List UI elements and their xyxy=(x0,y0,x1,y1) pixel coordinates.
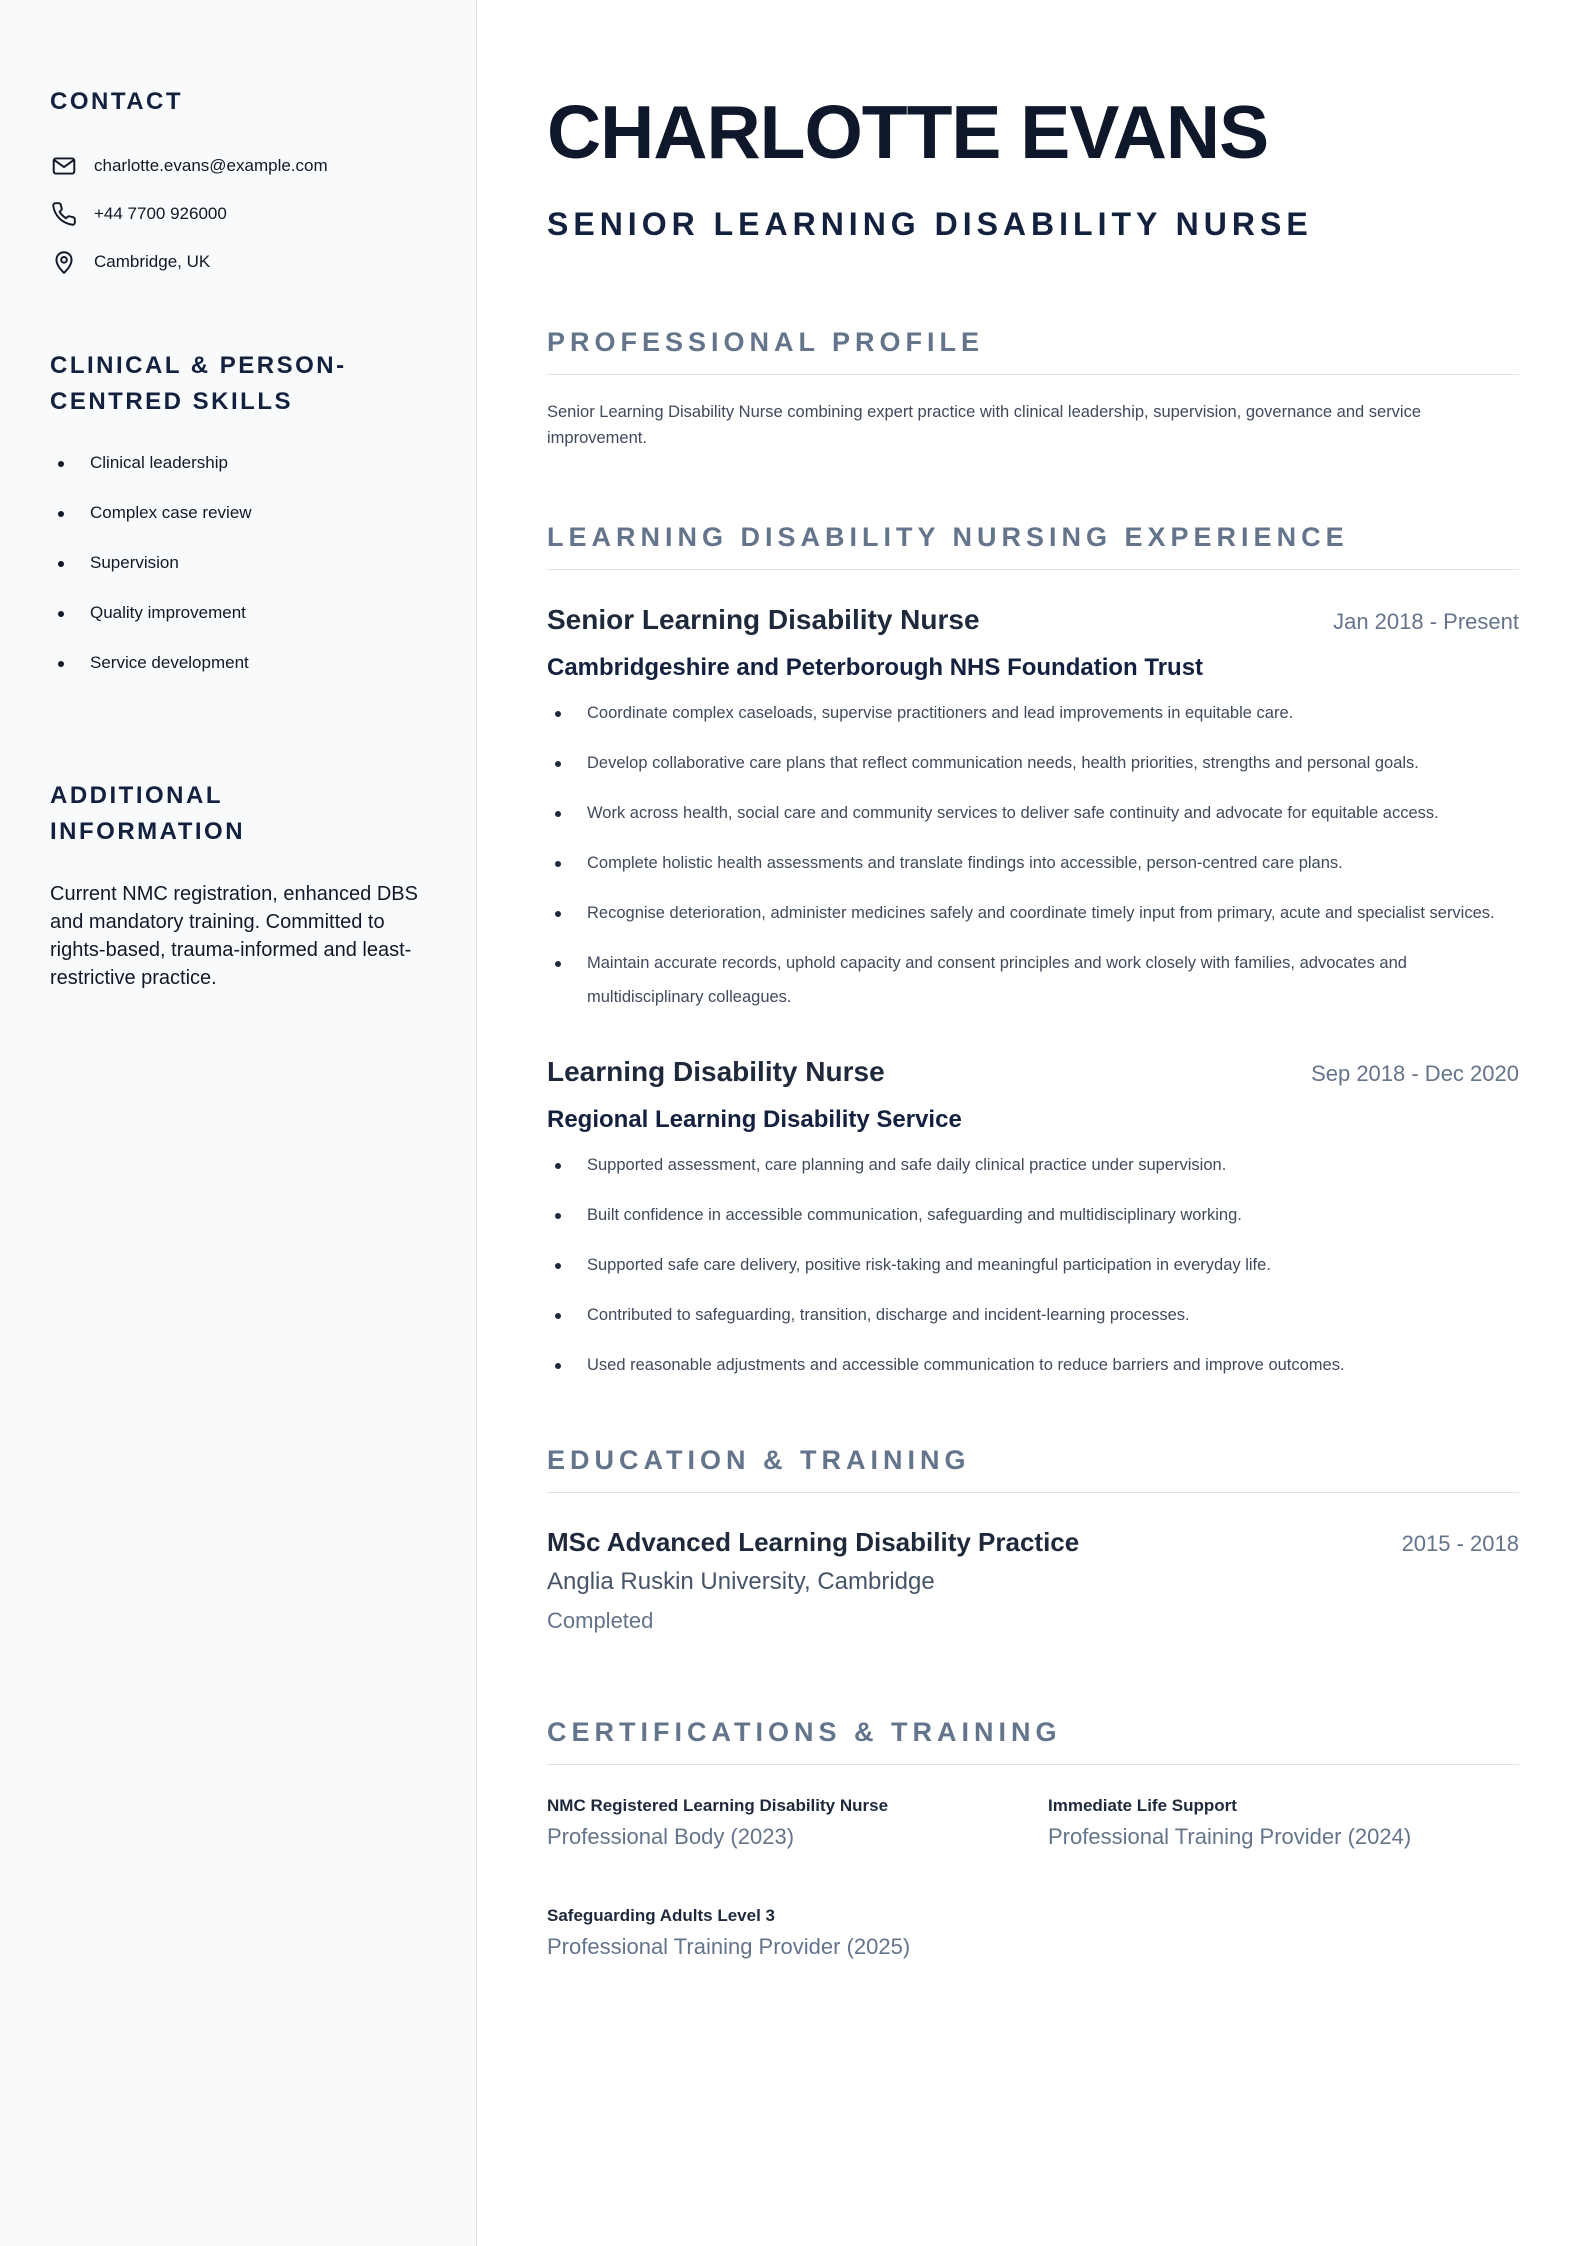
job-bullet: Supported safe care delivery, positive risk-taking and meaningful participation in everyday life. xyxy=(547,1248,1519,1282)
candidate-name: CHARLOTTE EVANS xyxy=(547,90,1269,174)
additional-heading: ADDITIONAL INFORMATION xyxy=(50,782,246,845)
contact-email-text: charlotte.evans@example.com xyxy=(94,156,328,175)
experience-heading: LEARNING DISABILITY NURSING EXPERIENCE xyxy=(547,519,1519,570)
sidebar xyxy=(0,0,477,2246)
contact-phone-text: +44 7700 926000 xyxy=(94,204,227,223)
certification-item xyxy=(547,1905,1048,1961)
certification-issuer: Professional Training Provider (2024) xyxy=(1048,1824,1412,1849)
job-entry xyxy=(547,604,1519,1014)
contact-phone[interactable] xyxy=(50,198,426,230)
job-bullet: Contributed to safeguarding, transition, discharge and incident-learning processes. xyxy=(547,1298,1519,1332)
education-school: Anglia Ruskin University, Cambridge xyxy=(547,1568,935,1595)
job-entry xyxy=(547,1056,1519,1382)
skills-list xyxy=(50,448,426,698)
additional-text: Current NMC registration, enhanced DBS and mandatory training. Committed to rights-based, trauma-informed and least-restrictive practice. xyxy=(50,883,418,989)
map-pin-icon xyxy=(50,248,78,276)
contact-email[interactable] xyxy=(50,150,426,182)
mail-icon xyxy=(50,152,78,180)
profile-heading: PROFESSIONAL PROFILE xyxy=(547,324,1519,375)
job-bullet: Used reasonable adjustments and accessible communication to reduce barriers and improve outcomes. xyxy=(547,1348,1519,1382)
job-organization: Cambridgeshire and Peterborough NHS Foundation Trust xyxy=(547,654,1204,681)
education-heading: EDUCATION & TRAINING xyxy=(547,1442,1519,1493)
job-title: Senior Learning Disability Nurse xyxy=(547,604,980,635)
job-bullet: Develop collaborative care plans that reflect communication needs, health priorities, strengths and personal goals. xyxy=(547,746,1519,780)
job-organization: Regional Learning Disability Service xyxy=(547,1106,962,1133)
certifications-grid xyxy=(547,1795,1519,1961)
profile-section xyxy=(547,324,1519,451)
skill-item: Supervision xyxy=(50,548,426,598)
job-bullet: Supported assessment, care planning and safe daily clinical practice under supervision. xyxy=(547,1148,1519,1182)
education-status: Completed xyxy=(547,1608,654,1633)
education-dates: 2015 - 2018 xyxy=(1401,1531,1519,1556)
skill-item: Clinical leadership xyxy=(50,448,426,498)
job-bullet: Maintain accurate records, uphold capacity and consent principles and work closely with families, advocates and multidisciplinary colleagues. xyxy=(547,946,1519,1014)
skill-item: Service development xyxy=(50,648,426,698)
education-section xyxy=(547,1442,1519,1634)
certification-issuer: Professional Training Provider (2025) xyxy=(547,1934,911,1959)
job-bullet: Work across health, social care and community services to deliver safe continuity and advocate for equitable access. xyxy=(547,796,1519,830)
job-dates: Jan 2018 - Present xyxy=(1333,609,1519,634)
job-bullet: Recognise deterioration, administer medicines safely and coordinate timely input from primary, acute and specialist services. xyxy=(547,896,1519,930)
education-degree: MSc Advanced Learning Disability Practice xyxy=(547,1527,1080,1557)
certifications-section xyxy=(547,1714,1519,1961)
certifications-heading: CERTIFICATIONS & TRAINING xyxy=(547,1714,1519,1765)
profile-text: Senior Learning Disability Nurse combining expert practice with clinical leadership, supervision, governance and service improvement. xyxy=(547,403,1422,447)
skill-item: Quality improvement xyxy=(50,598,426,648)
contact-location-text: Cambridge, UK xyxy=(94,252,211,271)
experience-section xyxy=(547,519,1519,1382)
job-title-headline: SENIOR LEARNING DISABILITY NURSE xyxy=(547,206,1313,242)
certification-item xyxy=(547,1795,1048,1851)
main-content xyxy=(547,0,1519,1961)
job-bullet: Built confidence in accessible communication, safeguarding and multidisciplinary working. xyxy=(547,1198,1519,1232)
job-bullets xyxy=(547,696,1519,1014)
contact-heading: CONTACT xyxy=(50,88,184,115)
education-entry xyxy=(547,1527,1519,1634)
skills-heading: CLINICAL & PERSON-CENTRED SKILLS xyxy=(50,352,347,415)
phone-icon xyxy=(50,200,78,228)
skill-item: Complex case review xyxy=(50,498,426,548)
certification-name: NMC Registered Learning Disability Nurse xyxy=(547,1796,889,1815)
certification-item xyxy=(1048,1795,1519,1851)
job-bullet: Complete holistic health assessments and translate findings into accessible, person-centred care plans. xyxy=(547,846,1519,880)
contact-location xyxy=(50,246,426,278)
job-dates: Sep 2018 - Dec 2020 xyxy=(1311,1061,1519,1086)
job-bullet: Coordinate complex caseloads, supervise practitioners and lead improvements in equitable care. xyxy=(547,696,1519,730)
certification-issuer: Professional Body (2023) xyxy=(547,1824,795,1849)
certification-name: Immediate Life Support xyxy=(1048,1796,1237,1815)
contact-list xyxy=(50,150,426,278)
certification-name: Safeguarding Adults Level 3 xyxy=(547,1906,775,1925)
job-title: Learning Disability Nurse xyxy=(547,1056,885,1087)
job-bullets xyxy=(547,1148,1519,1382)
